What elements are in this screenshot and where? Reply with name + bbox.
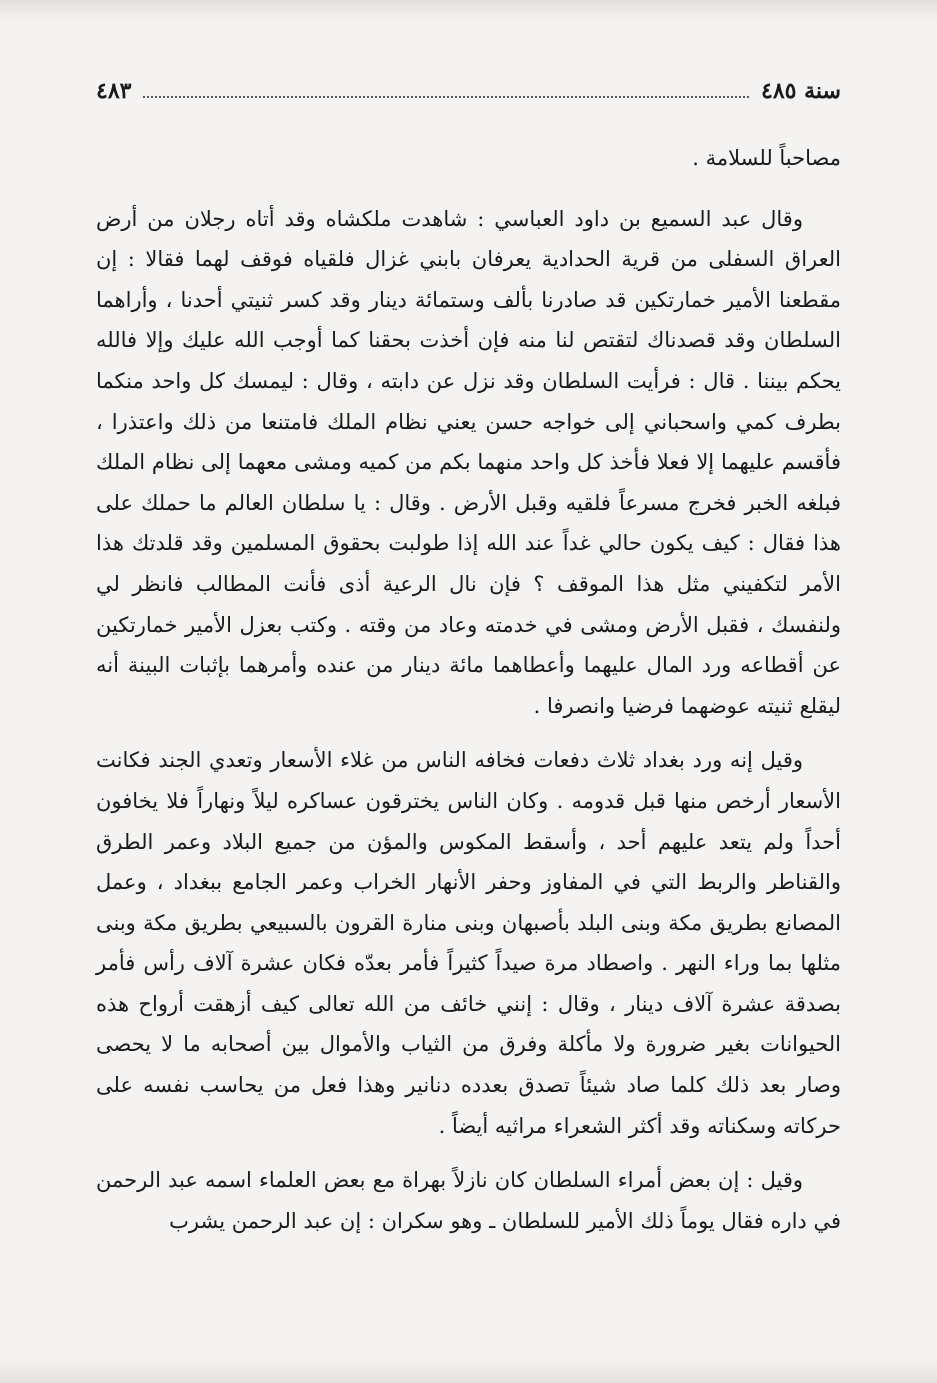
page-number: ٤٨٣ (96, 78, 132, 104)
paragraph-continuation: مصاحباً للسلامة . (692, 146, 841, 170)
dotted-leader (143, 96, 749, 98)
page-bottom-edge (0, 1359, 937, 1383)
page-header (96, 74, 841, 108)
body-text (96, 138, 841, 1255)
page-top-edge (0, 0, 937, 22)
paragraph: وقال عبد السميع بن داود العباسي : شاهدت ملكشاه وقد أتاه رجلان من أرض العراق السفلى من قرية الحدادية يعرفان بابني غزال فلقياه فوقف لهما فقالا : إن مقطعنا الأمير خمارتكين قد صادرنا بألف وستمائة دينار وقد كسر ثنيتي أحدنا ، وأراهما السلطان وقد قصدناك لتقتص لنا منه فإن أخذت بحقنا كما أوجب الله عليك وإلا فالله يحكم بيننا . قال : فرأيت السلطان وقد نزل عن دابته ، وقال : ليمسك كل واحد منكما بطرف كمي واسحباني إلى خواجه حسن يعني نظام الملك فامتنعا من ذلك واعتذرا ، فأقسم عليهما إلا فعلا فأخذ كل واحد منهما بكم من كميه ومشى معهما إلى نظام الملك فبلغه الخبر فخرج مسرعاً فلقيه وقبل الأرض . وقال : يا سلطان العالم ما حملك على هذا فقال : كيف يكون حالي غداً عند الله إذا طولبت بحقوق المسلمين وقد قلدتك هذا الأمر لتكفيني مثل هذا الموقف ؟ فإن نال الرعية أذى فأنت المطالب فانظر لي ولنفسك ، فقبل الأرض ومشى في خدمته وعاد من وقته . وكتب بعزل الأمير خمارتكين عن أقطاعه ورد المال عليهما وأعطاهما مائة دينار من عنده وأمرهما بإثبات البينة أنه ليقلع ثنيته عوضهما فرضيا وانصرفا . (96, 206, 841, 718)
paragraph: وقيل إنه ورد بغداد ثلاث دفعات فخافه الناس من غلاء الأسعار وتعدي الجند فكانت الأسعار أرخص منها قبل قدومه . وكان الناس يخترقون عساكره ليلاً ونهاراً فلا يخافون أحداً ولم يتعد عليهم أحد ، وأسقط المكوس والمؤن من جميع البلاد وعمر الطرق والقناطر والربط التي في المفاوز وحفر الأنهار الخراب وعمر الجامع ببغداد ، وعمل المصانع بطريق مكة وبنى البلد بأصبهان وبنى منارة القرون بالسبيعي بطريق مكة وبنى مثلها بما وراء النهر . واصطاد مرة صيداً كثيراً فأمر بعدّه فكان عشرة آلاف رأس فأمر بصدقة عشرة آلاف دينار ، وقال : إنني خائف من الله تعالى كيف أزهقت أرواح هذه الحيوانات بغير ضرورة ولا مأكلة وفرق من الثياب والأموال بين أصحابه ما لا يحصى وصار بعد ذلك كلما صاد شيئاً تصدق بعدده دنانير وهذا فعل من يحاسب نفسه على حركاته وسكناته وقد أكثر الشعراء مراثيه أيضاً . (96, 748, 841, 1138)
paragraph: وقيل : إن بعض أمراء السلطان كان نازلاً بهراة مع بعض العلماء اسمه عبد الرحمن في داره فقال يوماً ذلك الأمير للسلطان ـ وهو سكران : إن عبد الرحمن يشرب (96, 1168, 841, 1233)
running-title: سنة ٤٨٥ (761, 78, 841, 104)
